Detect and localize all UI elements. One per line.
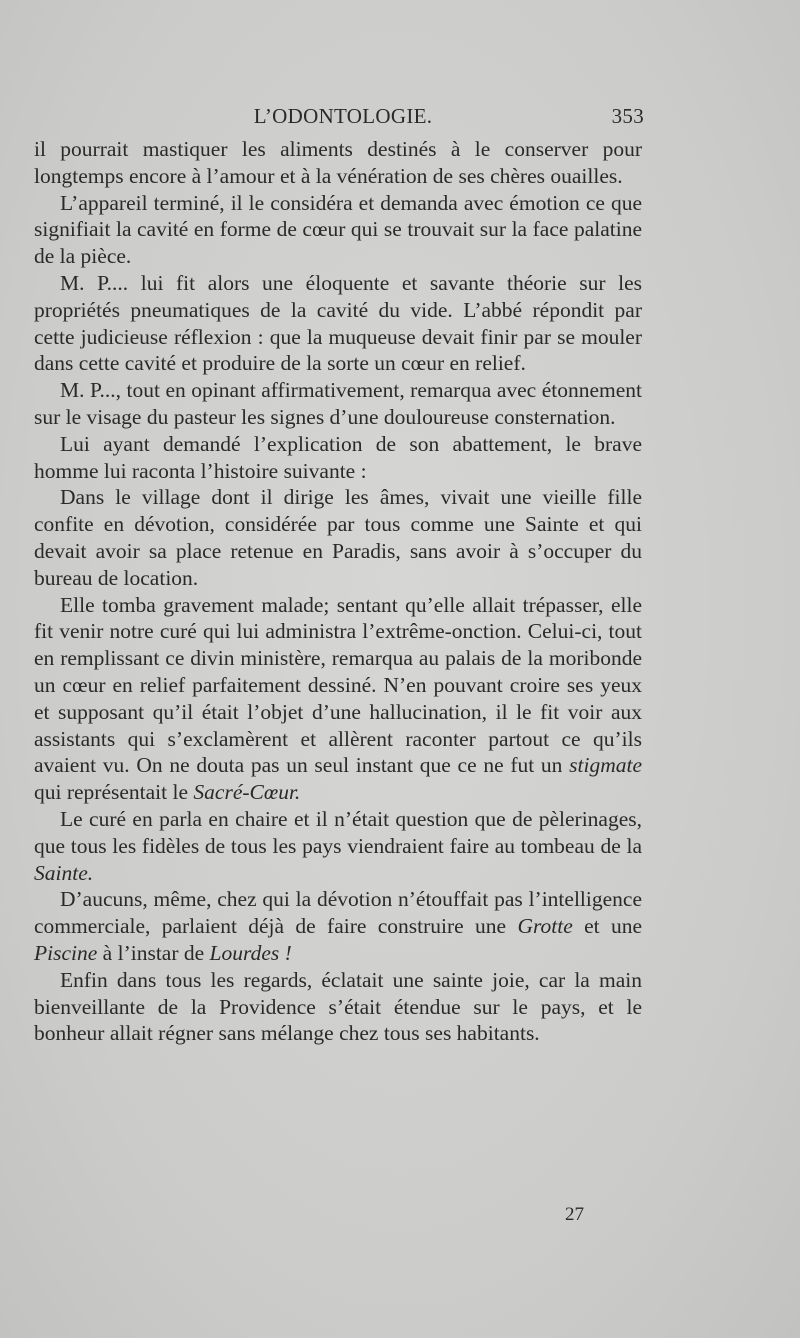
page bbox=[34, 100, 642, 1047]
paragraph-7 bbox=[34, 592, 642, 806]
paragraph-6: Dans le village dont il dirige les âmes, vivait une vieille fille confite en dévotion, considérée par tous comme une Sainte et qui devait avoir sa place retenue en Paradis, sans avoir à s’occuper du bureau de location. bbox=[34, 485, 642, 590]
page-number: 353 bbox=[611, 104, 644, 128]
paragraph-9-text-middle-2: à l’instar de bbox=[97, 940, 210, 965]
running-header bbox=[34, 100, 642, 136]
paragraph-4: M. P..., tout en opinant affirmativement, remarqua avec étonnement sur le visage du pasteur les signes d’une douloureuse consternation. bbox=[34, 378, 642, 429]
paragraph-9-italic-grotte: Grotte bbox=[517, 914, 573, 939]
paragraph-7-italic-stigmate: stigmate bbox=[569, 753, 642, 778]
body-text bbox=[34, 136, 642, 1047]
signature-mark: 27 bbox=[565, 1204, 584, 1225]
paragraph-1: il pourrait mastiquer les aliments destinés à le conserver pour longtemps encore à l’amour et à la vénération de ses chères ouailles. bbox=[34, 137, 642, 188]
paragraph-8-italic-sainte: Sainte. bbox=[34, 860, 94, 885]
paragraph-8 bbox=[34, 806, 642, 886]
paragraph-7-text-middle: qui représentait le bbox=[34, 780, 194, 805]
paragraph-5: Lui ayant demandé l’explication de son abattement, le brave homme lui raconta l’histoire suivante : bbox=[34, 431, 642, 483]
paragraph-9-text-middle-1: et une bbox=[572, 914, 643, 939]
paragraph-9-italic-lourdes: Lourdes ! bbox=[209, 940, 292, 965]
paragraph-9-italic-piscine: Piscine bbox=[34, 940, 98, 965]
paragraph-9 bbox=[34, 886, 642, 966]
paragraph-10: Enfin dans tous les regards, éclatait une sainte joie, car la main bienveillante de la Providence s’était étendue sur le pays, et le bonheur allait régner sans mélange chez tous ses habitants. bbox=[34, 967, 642, 1046]
running-title: L’ODONTOLOGIE. bbox=[253, 104, 433, 128]
paragraph-7-italic-sacre-coeur: Sacré-Cœur. bbox=[193, 780, 301, 805]
paragraph-8-text: Le curé en parla en chaire et il n’était question que de pèlerinages, que tous les fidèles de tous les pays viendraient faire au tombeau de la bbox=[34, 806, 642, 858]
paragraph-3: M. P.... lui fit alors une éloquente et savante théorie sur les propriétés pneumatiques de la cavité du vide. L’abbé répondit par cette judicieuse réflexion : que la muqueuse devait finir par se mouler dans cette cavité et produire de la sorte un cœur en relief. bbox=[34, 270, 642, 376]
paragraph-2: L’appareil terminé, il le considéra et demanda avec émotion ce que signifiait la cavité en forme de cœur qui se trouvait sur la face palatine de la pièce. bbox=[34, 190, 642, 269]
paragraph-9-text: D’aucuns, même, chez qui la dévotion n’étouffait pas l’intelligence commerciale, parlaient déjà de faire construire une bbox=[34, 887, 642, 939]
paragraph-7-text: Elle tomba gravement malade; sentant qu’elle allait trépasser, elle fit venir notre curé qui lui administra l’extrême-onction. Celui-ci, tout en remplissant ce divin ministère, remarqua au palais de la moribonde un cœur en relief parfaitement dessiné. N’en pouvant croire ses yeux et supposant qu’il était l’objet d’une hallucination, il le fit voir aux assistants qui s’exclamèrent et allèrent raconter partout ce qu’ils avaient vu. On ne douta pas un seul instant que ce ne fut un bbox=[34, 592, 642, 778]
